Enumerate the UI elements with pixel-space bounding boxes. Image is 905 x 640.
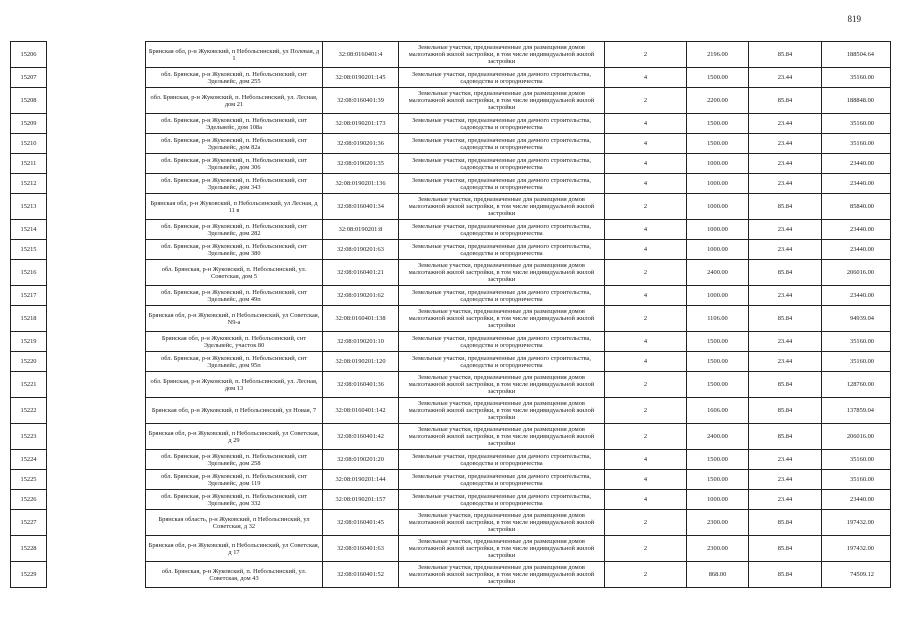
- blank-cell: [47, 114, 146, 134]
- blank-cell: [47, 194, 146, 220]
- blank-cell: [47, 424, 146, 450]
- row-number: 15221: [11, 372, 47, 398]
- cadastral-number-cell: 32:08:0190201:120: [323, 352, 399, 372]
- cadastral-value-cell: 128760.00: [822, 372, 891, 398]
- cadastral-value-cell: 23440.00: [822, 240, 891, 260]
- area-cell: 1500.00: [687, 114, 749, 134]
- rate-cell: 85.84: [749, 194, 822, 220]
- rate-cell: 23.44: [749, 154, 822, 174]
- group-cell: 2: [605, 424, 687, 450]
- cadastral-value-cell: 35160.00: [822, 450, 891, 470]
- group-cell: 2: [605, 194, 687, 220]
- blank-cell: [47, 174, 146, 194]
- land-purpose-cell: Земельные участки, предназначенные для дачного строительства, садоводства и огородничества: [399, 154, 605, 174]
- rate-cell: 85.84: [749, 88, 822, 114]
- cadastral-value-cell: 23440.00: [822, 220, 891, 240]
- area-cell: 1000.00: [687, 174, 749, 194]
- cadastral-value-cell: 35160.00: [822, 352, 891, 372]
- land-purpose-cell: Земельные участки, предназначенные для размещения домов малоэтажной жилой застройки, в том числе индивидуальной жилой застройки: [399, 510, 605, 536]
- rate-cell: 23.44: [749, 240, 822, 260]
- blank-cell: [47, 134, 146, 154]
- land-purpose-cell: Земельные участки, предназначенные для дачного строительства, садоводства и огородничества: [399, 352, 605, 372]
- address-cell: обл. Брянская, р-н Жуковский, п. Небольсинский, ул. Советская, дом 5: [146, 260, 323, 286]
- table-row: [11, 306, 891, 332]
- blank-cell: [47, 352, 146, 372]
- cadastral-number-cell: 32:08:0190201:36: [323, 134, 399, 154]
- cadastral-value-cell: 188504.64: [822, 42, 891, 68]
- cadastral-value-cell: 197432.00: [822, 536, 891, 562]
- address-cell: Брянская обл, р-н Жуковский, п Небольсинский, ул Новая, 7: [146, 398, 323, 424]
- row-number: 15218: [11, 306, 47, 332]
- land-purpose-cell: Земельные участки, предназначенные для размещения домов малоэтажной жилой застройки, в том числе индивидуальной жилой застройки: [399, 88, 605, 114]
- blank-cell: [47, 490, 146, 510]
- land-purpose-cell: Земельные участки, предназначенные для дачного строительства, садоводства и огородничества: [399, 332, 605, 352]
- rate-cell: 23.44: [749, 134, 822, 154]
- row-number: 15223: [11, 424, 47, 450]
- rate-cell: 23.44: [749, 470, 822, 490]
- rate-cell: 85.84: [749, 562, 822, 588]
- rate-cell: 85.84: [749, 306, 822, 332]
- cadastral-value-cell: 74509.12: [822, 562, 891, 588]
- group-cell: 4: [605, 332, 687, 352]
- blank-cell: [47, 286, 146, 306]
- rate-cell: 85.84: [749, 424, 822, 450]
- land-purpose-cell: Земельные участки, предназначенные для дачного строительства, садоводства и огородничества: [399, 134, 605, 154]
- row-number: 15209: [11, 114, 47, 134]
- table-row: [11, 114, 891, 134]
- row-number: 15208: [11, 88, 47, 114]
- land-purpose-cell: Земельные участки, предназначенные для дачного строительства, садоводства и огородничества: [399, 240, 605, 260]
- rate-cell: 23.44: [749, 174, 822, 194]
- area-cell: 868.00: [687, 562, 749, 588]
- row-number: 15207: [11, 68, 47, 88]
- table-row: [11, 286, 891, 306]
- land-purpose-cell: Земельные участки, предназначенные для размещения домов малоэтажной жилой застройки, в том числе индивидуальной жилой застройки: [399, 260, 605, 286]
- area-cell: 2300.00: [687, 536, 749, 562]
- table-row: [11, 450, 891, 470]
- table-row: [11, 372, 891, 398]
- land-register-table: [10, 41, 891, 588]
- group-cell: 2: [605, 510, 687, 536]
- cadastral-number-cell: 32:08:0160401:138: [323, 306, 399, 332]
- row-number: 15229: [11, 562, 47, 588]
- address-cell: обл. Брянская, р-н Жуковский, п. Небольсинский, снт Эдельвейс, дом 82а: [146, 134, 323, 154]
- address-cell: обл. Брянская, р-н Жуковский, п. Небольсинский, снт Эдельвейс, дом 380: [146, 240, 323, 260]
- cadastral-number-cell: 32:08:0160401:45: [323, 510, 399, 536]
- cadastral-value-cell: 23440.00: [822, 286, 891, 306]
- land-purpose-cell: Земельные участки, предназначенные для дачного строительства, садоводства и огородничества: [399, 470, 605, 490]
- address-cell: обл. Брянская, р-н Жуковский, п. Небольсинский, снт Эдельвейс, дом 258: [146, 450, 323, 470]
- group-cell: 2: [605, 88, 687, 114]
- address-cell: обл. Брянская, р-н Жуковский, п. Небольсинский, снт Эдельвейс, дом 108а: [146, 114, 323, 134]
- table-row: [11, 490, 891, 510]
- group-cell: 4: [605, 174, 687, 194]
- group-cell: 4: [605, 470, 687, 490]
- table-row: [11, 562, 891, 588]
- rate-cell: 85.84: [749, 372, 822, 398]
- cadastral-number-cell: 32:08:0190201:8: [323, 220, 399, 240]
- land-purpose-cell: Земельные участки, предназначенные для дачного строительства, садоводства и огородничества: [399, 220, 605, 240]
- area-cell: 2200.00: [687, 88, 749, 114]
- table-row: [11, 42, 891, 68]
- cadastral-number-cell: 32:08:0190201:173: [323, 114, 399, 134]
- cadastral-number-cell: 32:08:0160401:52: [323, 562, 399, 588]
- cadastral-number-cell: 32:08:0190201:35: [323, 154, 399, 174]
- address-cell: обл. Брянская, р-н Жуковский, п. Небольсинский, ул. Советская, дом 43: [146, 562, 323, 588]
- address-cell: обл. Брянская, р-н Жуковский, п. Небольсинский, снт Эдельвейс, дом 306: [146, 154, 323, 174]
- area-cell: 1500.00: [687, 450, 749, 470]
- cadastral-value-cell: 35160.00: [822, 470, 891, 490]
- area-cell: 2400.00: [687, 424, 749, 450]
- land-purpose-cell: Земельные участки, предназначенные для дачного строительства, садоводства и огородничества: [399, 174, 605, 194]
- address-cell: Брянская обл, р-н Жуковский, п. Небольсинский, снт Эдельвейс, участок 80: [146, 332, 323, 352]
- address-cell: обл. Брянская, р-н Жуковский, п. Небольсинский, снт Эдельвейс, дом 49п: [146, 286, 323, 306]
- group-cell: 4: [605, 68, 687, 88]
- cadastral-value-cell: 206016.00: [822, 260, 891, 286]
- table-row: [11, 536, 891, 562]
- area-cell: 1606.00: [687, 398, 749, 424]
- table-row: [11, 352, 891, 372]
- group-cell: 2: [605, 562, 687, 588]
- address-cell: Брянская обл, р-н Жуковский, п Небольсинский, ул Лесная, д 11 в: [146, 194, 323, 220]
- area-cell: 1106.00: [687, 306, 749, 332]
- land-purpose-cell: Земельные участки, предназначенные для дачного строительства, садоводства и огородничества: [399, 68, 605, 88]
- area-cell: 2196.00: [687, 42, 749, 68]
- group-cell: 2: [605, 306, 687, 332]
- land-purpose-cell: Земельные участки, предназначенные для размещения домов малоэтажной жилой застройки, в том числе индивидуальной жилой застройки: [399, 424, 605, 450]
- address-cell: обл. Брянская, р-н Жуковский, п. Небольсинский, снт Эдельвейс, дом 343: [146, 174, 323, 194]
- blank-cell: [47, 154, 146, 174]
- table-row: [11, 154, 891, 174]
- blank-cell: [47, 332, 146, 352]
- blank-cell: [47, 240, 146, 260]
- cadastral-number-cell: 32:08:0190201:157: [323, 490, 399, 510]
- row-number: 15214: [11, 220, 47, 240]
- cadastral-value-cell: 188848.00: [822, 88, 891, 114]
- address-cell: обл. Брянская, р-н Жуковский, п. Небольсинский, снт Эдельвейс, дом 95п: [146, 352, 323, 372]
- cadastral-value-cell: 35160.00: [822, 68, 891, 88]
- cadastral-value-cell: 23440.00: [822, 174, 891, 194]
- row-number: 15224: [11, 450, 47, 470]
- rate-cell: 85.84: [749, 510, 822, 536]
- land-purpose-cell: Земельные участки, предназначенные для размещения домов малоэтажной жилой застройки, в том числе индивидуальной жилой застройки: [399, 194, 605, 220]
- cadastral-value-cell: 23440.00: [822, 490, 891, 510]
- rate-cell: 23.44: [749, 352, 822, 372]
- rate-cell: 23.44: [749, 114, 822, 134]
- cadastral-value-cell: 35160.00: [822, 134, 891, 154]
- group-cell: 2: [605, 42, 687, 68]
- table-row: [11, 510, 891, 536]
- rate-cell: 23.44: [749, 68, 822, 88]
- table-row: [11, 470, 891, 490]
- blank-cell: [47, 536, 146, 562]
- area-cell: 2400.00: [687, 260, 749, 286]
- address-cell: Брянская область, р-н Жуковский, п Небольсинский, ул Советская, д 32: [146, 510, 323, 536]
- address-cell: Брянская обл, р-н Жуковский, п Небольсинский, ул Советская, N9-а: [146, 306, 323, 332]
- table-row: [11, 68, 891, 88]
- cadastral-number-cell: 32:08:0160401:34: [323, 194, 399, 220]
- page-number: 819: [847, 14, 861, 24]
- area-cell: 1500.00: [687, 134, 749, 154]
- table-row: [11, 194, 891, 220]
- address-cell: обл. Брянская, р-н Жуковский, п. Небольсинский, снт Эдельвейс, дом 255: [146, 68, 323, 88]
- address-cell: Брянская обл, р-н Жуковский, п Небольсинский, ул Советская, д 17: [146, 536, 323, 562]
- row-number: 15215: [11, 240, 47, 260]
- address-cell: Брянская обл, р-н Жуковский, п Небольсинский, ул Полевая, д 1: [146, 42, 323, 68]
- address-cell: обл. Брянская, р-н Жуковский, п. Небольсинский, ул. Лесная, дом 13: [146, 372, 323, 398]
- table-row: [11, 220, 891, 240]
- area-cell: 1000.00: [687, 154, 749, 174]
- address-cell: обл. Брянская, р-н Жуковский, п. Небольсинский, ул. Лесная, дом 21: [146, 88, 323, 114]
- cadastral-value-cell: 85840.00: [822, 194, 891, 220]
- cadastral-number-cell: 32:08:0190201:63: [323, 240, 399, 260]
- row-number: 15213: [11, 194, 47, 220]
- cadastral-value-cell: 137859.04: [822, 398, 891, 424]
- blank-cell: [47, 372, 146, 398]
- group-cell: 4: [605, 352, 687, 372]
- row-number: 15212: [11, 174, 47, 194]
- cadastral-value-cell: 35160.00: [822, 332, 891, 352]
- area-cell: 1500.00: [687, 372, 749, 398]
- blank-cell: [47, 450, 146, 470]
- cadastral-number-cell: 32:08:0190201:136: [323, 174, 399, 194]
- row-number: 15226: [11, 490, 47, 510]
- table-row: [11, 88, 891, 114]
- area-cell: 1000.00: [687, 490, 749, 510]
- cadastral-number-cell: 32:08:0160401:21: [323, 260, 399, 286]
- cadastral-value-cell: 35160.00: [822, 114, 891, 134]
- group-cell: 4: [605, 114, 687, 134]
- group-cell: 2: [605, 536, 687, 562]
- blank-cell: [47, 306, 146, 332]
- group-cell: 4: [605, 220, 687, 240]
- row-number: 15225: [11, 470, 47, 490]
- address-cell: обл. Брянская, р-н Жуковский, п. Небольсинский, снт Эдельвейс, дом 332: [146, 490, 323, 510]
- table-row: [11, 398, 891, 424]
- group-cell: 4: [605, 134, 687, 154]
- cadastral-number-cell: 32:08:0160401:4: [323, 42, 399, 68]
- land-purpose-cell: Земельные участки, предназначенные для размещения домов малоэтажной жилой застройки, в том числе индивидуальной жилой застройки: [399, 398, 605, 424]
- cadastral-number-cell: 32:08:0160401:142: [323, 398, 399, 424]
- area-cell: 1500.00: [687, 470, 749, 490]
- rate-cell: 23.44: [749, 286, 822, 306]
- cadastral-number-cell: 32:08:0160401:36: [323, 372, 399, 398]
- blank-cell: [47, 398, 146, 424]
- group-cell: 4: [605, 450, 687, 470]
- table-row: [11, 424, 891, 450]
- area-cell: 1000.00: [687, 194, 749, 220]
- group-cell: 2: [605, 260, 687, 286]
- table-row: [11, 134, 891, 154]
- blank-cell: [47, 220, 146, 240]
- land-purpose-cell: Земельные участки, предназначенные для размещения домов малоэтажной жилой застройки, в том числе индивидуальной жилой застройки: [399, 536, 605, 562]
- blank-cell: [47, 470, 146, 490]
- rate-cell: 85.84: [749, 260, 822, 286]
- cadastral-number-cell: 32:08:0190201:62: [323, 286, 399, 306]
- rate-cell: 23.44: [749, 490, 822, 510]
- table-row: [11, 332, 891, 352]
- land-purpose-cell: Земельные участки, предназначенные для дачного строительства, садоводства и огородничества: [399, 490, 605, 510]
- rate-cell: 23.44: [749, 220, 822, 240]
- row-number: 15216: [11, 260, 47, 286]
- land-purpose-cell: Земельные участки, предназначенные для дачного строительства, садоводства и огородничества: [399, 450, 605, 470]
- rate-cell: 85.84: [749, 42, 822, 68]
- group-cell: 4: [605, 490, 687, 510]
- cadastral-number-cell: 32:08:0190201:145: [323, 68, 399, 88]
- blank-cell: [47, 42, 146, 68]
- row-number: 15211: [11, 154, 47, 174]
- group-cell: 4: [605, 240, 687, 260]
- row-number: 15206: [11, 42, 47, 68]
- rate-cell: 85.84: [749, 536, 822, 562]
- land-purpose-cell: Земельные участки, предназначенные для размещения домов малоэтажной жилой застройки, в том числе индивидуальной жилой застройки: [399, 42, 605, 68]
- group-cell: 2: [605, 398, 687, 424]
- rate-cell: 23.44: [749, 450, 822, 470]
- blank-cell: [47, 68, 146, 88]
- group-cell: 2: [605, 372, 687, 398]
- blank-cell: [47, 562, 146, 588]
- land-purpose-cell: Земельные участки, предназначенные для размещения домов малоэтажной жилой застройки, в том числе индивидуальной жилой застройки: [399, 306, 605, 332]
- cadastral-number-cell: 32:08:0160401:39: [323, 88, 399, 114]
- cadastral-value-cell: 206016.00: [822, 424, 891, 450]
- row-number: 15228: [11, 536, 47, 562]
- area-cell: 1000.00: [687, 240, 749, 260]
- land-purpose-cell: Земельные участки, предназначенные для дачного строительства, садоводства и огородничества: [399, 286, 605, 306]
- area-cell: 1500.00: [687, 332, 749, 352]
- cadastral-number-cell: 32:08:0190201:10: [323, 332, 399, 352]
- table-row: [11, 240, 891, 260]
- area-cell: 1000.00: [687, 220, 749, 240]
- row-number: 15217: [11, 286, 47, 306]
- land-purpose-cell: Земельные участки, предназначенные для дачного строительства, садоводства и огородничества: [399, 114, 605, 134]
- row-number: 15210: [11, 134, 47, 154]
- group-cell: 4: [605, 154, 687, 174]
- area-cell: 1500.00: [687, 68, 749, 88]
- cadastral-value-cell: 94939.04: [822, 306, 891, 332]
- area-cell: 2300.00: [687, 510, 749, 536]
- land-purpose-cell: Земельные участки, предназначенные для размещения домов малоэтажной жилой застройки, в том числе индивидуальной жилой застройки: [399, 372, 605, 398]
- address-cell: Брянская обл, р-н Жуковский, п Небольсинский, ул Советская, д 29: [146, 424, 323, 450]
- cadastral-number-cell: 32:08:0190201:144: [323, 470, 399, 490]
- address-cell: обл. Брянская, р-н Жуковский, п. Небольсинский, снт Эдельвейс, дом 119: [146, 470, 323, 490]
- cadastral-value-cell: 197432.00: [822, 510, 891, 536]
- cadastral-number-cell: 32:08:0160401:63: [323, 536, 399, 562]
- blank-cell: [47, 88, 146, 114]
- row-number: 15222: [11, 398, 47, 424]
- area-cell: 1000.00: [687, 286, 749, 306]
- blank-cell: [47, 510, 146, 536]
- row-number: 15227: [11, 510, 47, 536]
- rate-cell: 23.44: [749, 332, 822, 352]
- table-body: [11, 42, 891, 588]
- table-row: [11, 260, 891, 286]
- cadastral-value-cell: 23440.00: [822, 154, 891, 174]
- cadastral-number-cell: 32:08:0160401:42: [323, 424, 399, 450]
- land-purpose-cell: Земельные участки, предназначенные для размещения домов малоэтажной жилой застройки, в том числе индивидуальной жилой застройки: [399, 562, 605, 588]
- rate-cell: 85.84: [749, 398, 822, 424]
- area-cell: 1500.00: [687, 352, 749, 372]
- table-row: [11, 174, 891, 194]
- address-cell: обл. Брянская, р-н Жуковский, п. Небольсинский, снт Эдельвейс, дом 282: [146, 220, 323, 240]
- blank-cell: [47, 260, 146, 286]
- row-number: 15220: [11, 352, 47, 372]
- cadastral-number-cell: 32:08:0190201:20: [323, 450, 399, 470]
- group-cell: 4: [605, 286, 687, 306]
- row-number: 15219: [11, 332, 47, 352]
